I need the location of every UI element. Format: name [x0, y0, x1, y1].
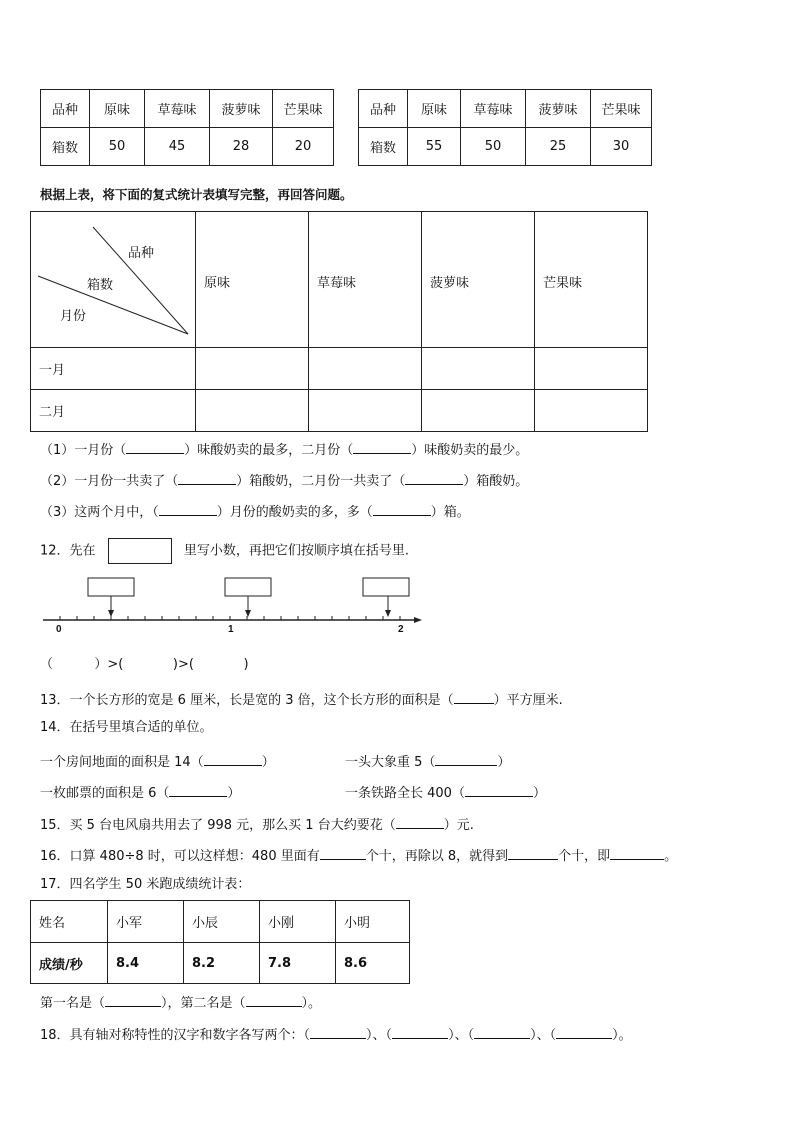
table-b-cell: 55 [408, 128, 461, 166]
diag-label-month: 月份 [60, 309, 87, 324]
q14-item-4 [345, 782, 546, 803]
answer-blank[interactable] [320, 845, 366, 860]
q12-prompt [40, 538, 409, 564]
q13 [40, 689, 563, 710]
text: ），第二名是（ [161, 996, 246, 1011]
table-b-cell: 25 [526, 128, 591, 166]
text: 个十，再除以 8，就得到 [365, 849, 509, 864]
score-header: 小辰 [184, 901, 260, 943]
table-cell-blank[interactable] [309, 348, 422, 390]
table-b-header: 原味 [408, 90, 461, 128]
table-a-header: 草莓味 [145, 90, 210, 128]
table-a-cell: 28 [210, 128, 273, 166]
column-header: 草莓味 [309, 212, 422, 348]
sample-box [108, 538, 172, 564]
table-a-cell: 45 [145, 128, 210, 166]
text: ）、（ [366, 1028, 393, 1043]
table-cell-blank[interactable] [535, 348, 648, 390]
answer-blank[interactable] [126, 439, 184, 454]
q14-item-2 [345, 751, 510, 772]
table-a-header: 芒果味 [273, 90, 334, 128]
text: ） [227, 786, 241, 801]
table-b-header: 品种 [359, 90, 408, 128]
table-cell-blank[interactable] [196, 390, 309, 432]
tick-label-2: 2 [398, 624, 404, 635]
q11-item-3 [40, 501, 470, 522]
q16 [40, 845, 677, 866]
answer-blank[interactable] [310, 1024, 366, 1039]
text: 16．口算 480÷8 时，可以这样想：480 里面有 [40, 849, 320, 864]
answer-blank[interactable] [474, 1024, 530, 1039]
answer-blank[interactable] [556, 1024, 612, 1039]
table-cell-blank[interactable] [535, 390, 648, 432]
score-header: 小刚 [260, 901, 336, 943]
answer-blank[interactable] [178, 470, 236, 485]
answer-blank[interactable] [105, 992, 161, 1007]
answer-box [88, 578, 134, 596]
column-header: 芒果味 [535, 212, 648, 348]
answer-blank[interactable] [405, 470, 463, 485]
text: ）箱。 [430, 505, 470, 520]
answer-blank[interactable] [169, 782, 227, 797]
score-cell: 7.8 [260, 943, 336, 984]
answer-blank[interactable] [454, 689, 494, 704]
text: ） [532, 786, 546, 801]
text: ）箱酸奶，二月份一共卖了（ [236, 474, 406, 489]
text: （1）一月份（ [40, 443, 127, 458]
text: ）平方厘米. [493, 693, 563, 708]
text: 一头大象重 5（ [345, 755, 436, 770]
table-a-row-label: 箱数 [41, 128, 90, 166]
score-cell: 8.2 [184, 943, 260, 984]
answer-blank[interactable] [435, 751, 497, 766]
table-a-cell: 50 [90, 128, 145, 166]
table-b-header: 芒果味 [591, 90, 652, 128]
table-a-header: 菠萝味 [210, 90, 273, 128]
text: （2）一月份一共卖了（ [40, 474, 179, 489]
table-cell-blank[interactable] [422, 390, 535, 432]
q18 [40, 1024, 632, 1045]
text: ）、（ [448, 1028, 475, 1043]
table-b-row-label: 箱数 [359, 128, 408, 166]
text: （3）这两个月中，（ [40, 505, 159, 520]
q14-title: 14．在括号里填合适的单位。 [40, 720, 213, 735]
answer-blank[interactable] [465, 782, 533, 797]
table-a-header: 原味 [90, 90, 145, 128]
score-header: 小军 [108, 901, 184, 943]
text: 18．具有轴对称特性的汉字和数字各写两个：（ [40, 1028, 311, 1043]
text: ） [497, 755, 511, 770]
text: 个十，即 [558, 849, 611, 864]
answer-blank[interactable] [159, 501, 217, 516]
text: ）月份的酸奶卖的多，多（ [216, 505, 373, 520]
text: ）。 [612, 1028, 632, 1043]
answer-blank[interactable] [508, 845, 558, 860]
table-b-header: 菠萝味 [526, 90, 591, 128]
text: ）。 [301, 996, 322, 1011]
tick-label-0: 0 [56, 624, 62, 635]
q15 [40, 814, 474, 835]
answer-box [363, 578, 409, 596]
q17-answer [40, 992, 321, 1013]
answer-blank[interactable] [204, 751, 262, 766]
flavor-table-a [40, 89, 334, 166]
answer-blank[interactable] [353, 439, 411, 454]
text: 15．买 5 台电风扇共用去了 998 元，那么买 1 台大约要花（ [40, 818, 396, 833]
text: ）箱酸奶。 [463, 474, 529, 489]
q14-item-3 [40, 782, 240, 803]
text: 一个房间地面的面积是 14（ [40, 755, 204, 770]
table-cell-blank[interactable] [422, 348, 535, 390]
table-b-header: 草莓味 [461, 90, 526, 128]
score-cell: 8.6 [336, 943, 410, 984]
q14-item-1 [40, 751, 275, 772]
flavor-table-b [358, 89, 652, 166]
table-b-cell: 50 [461, 128, 526, 166]
column-header: 菠萝味 [422, 212, 535, 348]
answer-blank[interactable] [246, 992, 302, 1007]
score-table [30, 900, 410, 984]
answer-blank[interactable] [392, 1024, 448, 1039]
text: ）元. [443, 818, 474, 833]
tick-label-1: 1 [228, 624, 234, 635]
score-cell: 8.4 [108, 943, 184, 984]
column-header: 原味 [196, 212, 309, 348]
text: 13．一个长方形的宽是 6 厘米，长是宽的 3 倍，这个长方形的面积是（ [40, 693, 454, 708]
answer-box [225, 578, 271, 596]
table-a-header: 品种 [41, 90, 90, 128]
compound-stat-table [30, 211, 648, 432]
q17-title: 17．四名学生 50 米跑成绩统计表： [40, 877, 251, 892]
diagonal-header-cell [31, 212, 196, 348]
text: 12．先在 [40, 543, 96, 559]
text: ） [261, 755, 275, 770]
text: 。 [664, 849, 678, 864]
table-cell-blank[interactable] [196, 348, 309, 390]
score-row-label: 成绩/秒 [31, 943, 108, 984]
q11-item-2 [40, 470, 528, 491]
table-b-cell: 30 [591, 128, 652, 166]
row-label-feb: 二月 [31, 390, 196, 432]
answer-blank[interactable] [396, 814, 444, 829]
diag-label-variety: 品种 [128, 246, 155, 261]
text: ）、（ [530, 1028, 557, 1043]
score-header: 姓名 [31, 901, 108, 943]
answer-blank[interactable] [610, 845, 664, 860]
text: ）味酸奶卖的最多，二月份（ [184, 443, 354, 458]
number-line [38, 575, 438, 635]
text: 一条铁路全长 400（ [345, 786, 465, 801]
row-label-jan: 一月 [31, 348, 196, 390]
text: 里写小数，再把它们按顺序填在括号里. [183, 543, 409, 559]
text: ）味酸奶卖的最少。 [411, 443, 529, 458]
text: 一枚邮票的面积是 6（ [40, 786, 170, 801]
q12-order[interactable]: （ ）>( )>( ) [40, 657, 249, 672]
answer-blank[interactable] [373, 501, 431, 516]
q11-item-1 [40, 439, 528, 460]
table-a-cell: 20 [273, 128, 334, 166]
text: 第一名是（ [40, 996, 106, 1011]
intro-text: 根据上表，将下面的复式统计表填写完整，再回答问题。 [40, 187, 353, 202]
score-header: 小明 [336, 901, 410, 943]
diag-label-boxes: 箱数 [87, 278, 114, 293]
table-cell-blank[interactable] [309, 390, 422, 432]
